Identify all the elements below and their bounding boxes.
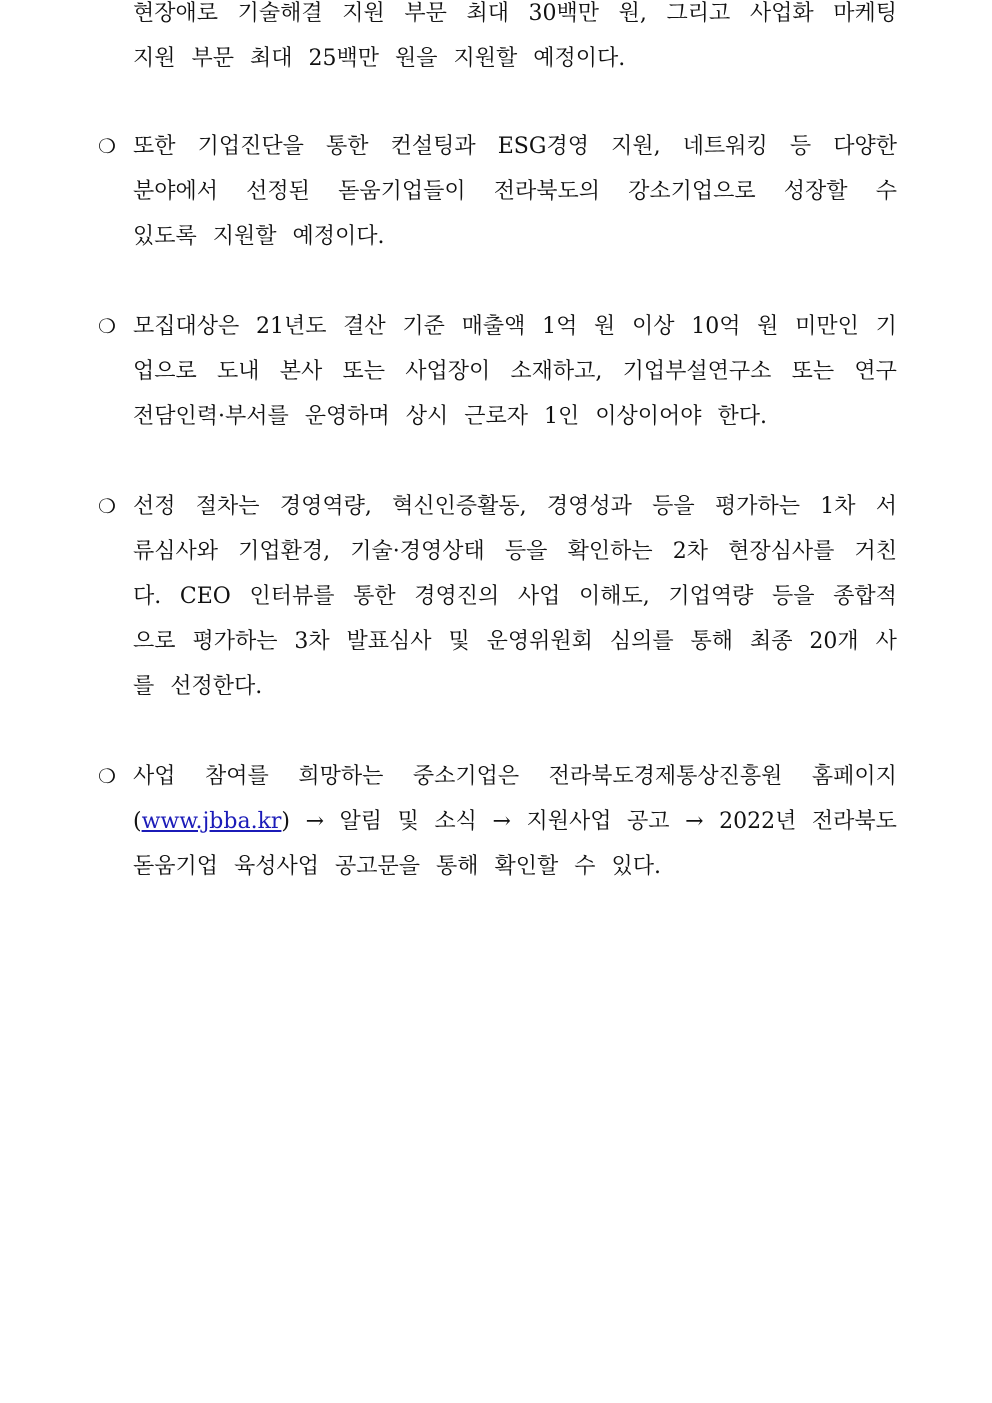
text-line (133, 484, 897, 529)
word: 10억 (691, 314, 741, 339)
word: 통한 (353, 584, 396, 609)
word: 기업진단을 (197, 134, 304, 159)
word: 원, (618, 1, 647, 26)
word: 도내 (216, 359, 260, 384)
word: 등을 (772, 584, 815, 609)
word: 최대 (466, 1, 509, 26)
word: 기 (875, 314, 897, 339)
word: 등을 (652, 494, 695, 519)
text-line: 전담인력·부서를 운영하며 상시 근로자 1인 이상이어야 한다. (133, 404, 767, 429)
word: 소식 (434, 809, 477, 834)
word: 통한 (326, 134, 369, 159)
paragraph-continuation (133, 0, 897, 81)
word: 중소기업은 (412, 764, 520, 789)
word: 지원, (611, 134, 661, 159)
word: 원 (757, 314, 779, 339)
word: 거친 (854, 539, 897, 564)
word: 연구 (854, 359, 897, 384)
word: 기업역량 (668, 584, 754, 609)
text-line: 를 선정한다. (133, 674, 263, 699)
word: 또한 (133, 134, 176, 159)
word: 매출액 (461, 314, 526, 339)
word: → (492, 809, 511, 834)
text-line (133, 0, 897, 36)
word: 1차 (820, 494, 856, 519)
word: 경영역량, (279, 494, 372, 519)
text-line (133, 529, 897, 574)
paragraph-eligibility (133, 304, 897, 439)
word: 수 (875, 179, 897, 204)
word: ESG경영 (497, 134, 589, 159)
word: 희망하는 (298, 764, 384, 789)
word: 다양한 (833, 134, 897, 159)
word: 또는 (791, 359, 835, 384)
word: 사업 (517, 584, 561, 609)
word: 이해도, (579, 584, 650, 609)
word: 참여를 (205, 764, 269, 789)
word: 사 (875, 629, 897, 654)
word: 사업 (133, 764, 176, 789)
text-line (133, 349, 897, 394)
bullet-icon: ❍ (98, 314, 116, 338)
word: 발표심사 (346, 629, 432, 654)
word: 확인하는 (567, 539, 653, 564)
word: 현장애로 (133, 1, 219, 26)
close-paren: ) (281, 809, 291, 834)
word: 기업부설연구소 (622, 359, 772, 384)
text-line: 돋움기업 육성사업 공고문을 통해 확인할 수 있다. (133, 854, 661, 879)
word: 그리고 (666, 1, 731, 26)
word: 돋움기업들이 (338, 179, 466, 204)
word: CEO (179, 584, 231, 609)
word: 혁신인증활동, (392, 494, 527, 519)
word: 30백만 (528, 1, 600, 26)
word: 기술·경영상태 (350, 539, 485, 564)
word: 1억 (542, 314, 578, 339)
paragraph-consulting (133, 124, 897, 259)
word: 다. (133, 584, 162, 609)
word: 평가하는 (192, 629, 278, 654)
word: 네트워킹 (682, 134, 768, 159)
word: 기준 (402, 314, 445, 339)
word: 미만인 (795, 314, 859, 339)
word: 마케팅 (833, 1, 897, 26)
word: 또는 (342, 359, 385, 384)
word: 성장할 (783, 179, 848, 204)
word: → (305, 809, 324, 834)
text-line (133, 169, 897, 214)
word: 21년도 (255, 314, 327, 339)
word: 2022년 (719, 809, 797, 834)
word: 현장심사를 (728, 539, 835, 564)
bullet-icon: ❍ (98, 494, 116, 518)
word: → (685, 809, 704, 834)
text-line-with-link (133, 799, 897, 844)
word: 종합적 (833, 584, 897, 609)
word: 소재하고, (510, 359, 603, 384)
word: 강소기업으로 (628, 179, 756, 204)
word: 운영위원회 (486, 629, 593, 654)
website-link[interactable]: www.jbba.kr (141, 809, 282, 834)
word: 업으로 (133, 359, 197, 384)
word: 등 (789, 134, 812, 159)
open-paren: ( (133, 809, 142, 834)
link-wrapper (133, 799, 290, 844)
word: 2차 (672, 539, 708, 564)
word: 3차 (294, 629, 330, 654)
word: 등을 (504, 539, 548, 564)
word: 결산 (343, 314, 386, 339)
word: 홈페이지 (811, 764, 897, 789)
paragraph-application (133, 754, 897, 889)
word: 분야에서 (133, 179, 219, 204)
word: 20개 (809, 629, 859, 654)
text-line (133, 619, 897, 664)
word: 지원 (342, 1, 385, 26)
word: 전라북도 (811, 809, 897, 834)
text-line (133, 754, 897, 799)
word: 원 (594, 314, 616, 339)
word: 절차는 (195, 494, 260, 519)
word: 공고 (627, 809, 670, 834)
word: 경영진의 (414, 584, 500, 609)
text-line: 있도록 지원할 예정이다. (133, 224, 385, 249)
word: 전라북도의 (493, 179, 600, 204)
word: 경영성과 (546, 494, 632, 519)
word: 본사 (279, 359, 323, 384)
word: 부문 (404, 1, 447, 26)
bullet-icon: ❍ (98, 134, 116, 158)
bullet-icon: ❍ (98, 764, 116, 788)
word: 인터뷰를 (249, 584, 335, 609)
word: 선정 (133, 494, 176, 519)
word: 기술해결 (237, 1, 323, 26)
word: 알림 (339, 809, 383, 834)
word: 평가하는 (714, 494, 800, 519)
word: 전라북도경제통상진흥원 (548, 764, 783, 789)
word: 심의를 (609, 629, 674, 654)
word: 최종 (749, 629, 793, 654)
text-line (133, 574, 897, 619)
text-line (133, 304, 897, 349)
word: 지원사업 (526, 809, 612, 834)
word: 류심사와 (133, 539, 219, 564)
text-line: 지원 부문 최대 25백만 원을 지원할 예정이다. (133, 46, 626, 71)
word: 이상 (632, 314, 675, 339)
word: 모집대상은 (133, 314, 240, 339)
text-line (133, 124, 897, 169)
word: 및 (397, 809, 419, 834)
word: 컨설팅과 (390, 134, 476, 159)
word: 선정된 (246, 179, 310, 204)
word: 및 (448, 629, 470, 654)
word: 서 (875, 494, 897, 519)
word: 기업환경, (238, 539, 331, 564)
word: 사업화 (749, 1, 814, 26)
word: 사업장이 (405, 359, 491, 384)
word: 통해 (690, 629, 734, 654)
word: 으로 (133, 629, 176, 654)
paragraph-selection-process (133, 484, 897, 709)
